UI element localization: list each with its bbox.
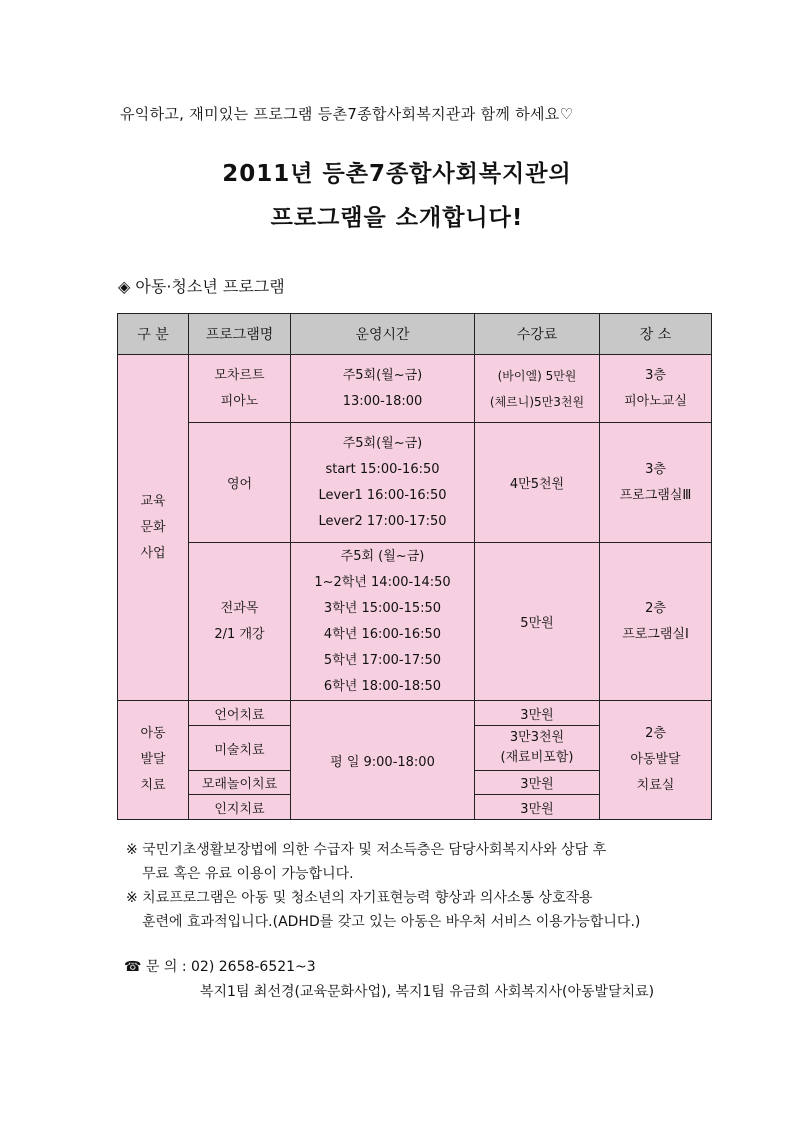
contact-persons: 복지1팀 최선경(교육문화사업), 복지1팀 유금희 사회복지사(아동발달치료): [200, 984, 655, 1000]
program-name: 언어치료: [189, 701, 291, 726]
program-fee: 4만5천원: [475, 423, 600, 543]
program-place: 2층 프로그램실Ⅰ: [600, 543, 712, 701]
header-place: 장 소: [600, 314, 712, 355]
program-place: 3층 피아노교실: [600, 355, 712, 423]
diamond-icon: ◈: [118, 277, 131, 296]
program-fee: 3만원: [475, 795, 600, 820]
note-line: ※ 치료프로그램은 아동 및 청소년의 자기표현능력 향상과 의사소통 상호작용: [126, 890, 593, 906]
table-row: [118, 701, 712, 726]
header-program-name: 프로그램명: [189, 314, 291, 355]
program-schedule: 주5회(월~금) start 15:00-16:50 Lever1 16:00-16:50 Lever2 17:00-17:50: [291, 423, 475, 543]
table-row: [118, 543, 712, 701]
program-fee: (바이엘) 5만원 (체르니)5만3천원: [475, 355, 600, 423]
section-title: 아동·청소년 프로그램: [135, 277, 285, 296]
program-name: 영어: [189, 423, 291, 543]
program-table: [117, 313, 712, 820]
contact-info: [124, 955, 654, 1005]
program-fee: 3만3천원 (재료비포함): [475, 726, 600, 771]
program-name: 미술치료: [189, 726, 291, 771]
program-fee: 5만원: [475, 543, 600, 701]
title-line-2: 프로그램을 소개합니다!: [270, 205, 524, 231]
table-row: [118, 423, 712, 543]
group-edu-culture: 교육 문화 사업: [118, 355, 189, 701]
note-line: ※ 국민기초생활보장법에 의한 수급자 및 저소득층은 담당사회복지사와 상담 후: [126, 842, 607, 858]
contact-phone: 문 의 : 02) 2658-6521~3: [145, 959, 316, 975]
note-line: 무료 혹은 유료 이용이 가능합니다.: [142, 866, 354, 882]
program-schedule: 주5회(월~금) 13:00-18:00: [291, 355, 475, 423]
program-name: 모래놀이치료: [189, 771, 291, 795]
notes: [126, 838, 640, 934]
group-child-development: 아동 발달 치료: [118, 701, 189, 820]
program-fee: 3만원: [475, 701, 600, 726]
header-fee: 수강료: [475, 314, 600, 355]
table-header-row: [118, 314, 712, 355]
program-fee: 3만원: [475, 771, 600, 795]
header-schedule: 운영시간: [291, 314, 475, 355]
phone-icon: ☎: [124, 959, 142, 975]
program-name: 모차르트 피아노: [189, 355, 291, 423]
program-schedule: 주5회 (월~금) 1~2학년 14:00-14:50 3학년 15:00-15:50 4학년 16:00-16:50 5학년 17:00-17:50 6학년 18:00-18:50: [291, 543, 475, 701]
slogan: 유익하고, 재미있는 프로그램 등촌7종합사회복지관과 함께 하세요♡: [120, 105, 574, 123]
program-place: 3층 프로그램실Ⅲ: [600, 423, 712, 543]
table-row: [118, 355, 712, 423]
section-heading: [118, 274, 285, 297]
header-category: 구 분: [118, 314, 189, 355]
program-place: 2층 아동발달 치료실: [600, 701, 712, 820]
note-line: 훈련에 효과적입니다.(ADHD를 갖고 있는 아동은 바우처 서비스 이용가능합니다.): [142, 914, 641, 930]
title-line-1: 2011년 등촌7종합사회복지관의: [222, 161, 572, 187]
program-schedule: 평 일 9:00-18:00: [291, 701, 475, 820]
program-name: 전과목 2/1 개강: [189, 543, 291, 701]
program-name: 인지치료: [189, 795, 291, 820]
